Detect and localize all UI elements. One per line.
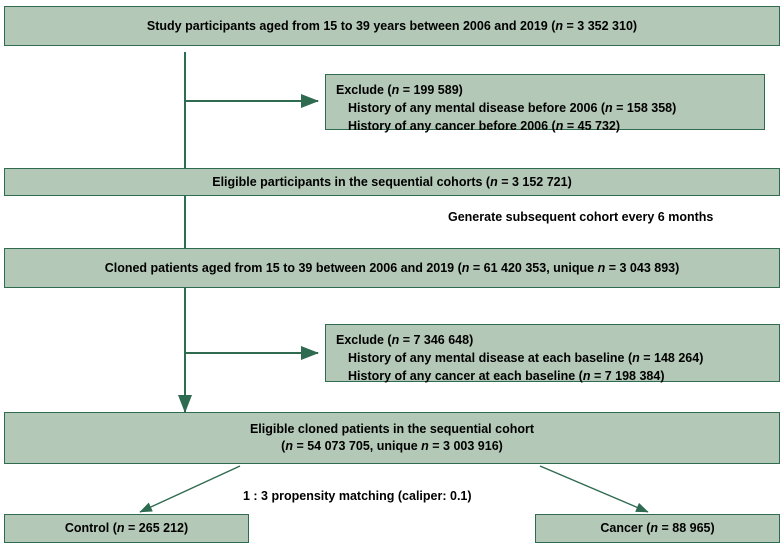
box-study-participants (4, 6, 780, 46)
exclude-box-second (325, 324, 780, 382)
exclude-second-header: Exclude (n = 7 346 648) (336, 333, 474, 347)
box-cancer (535, 514, 780, 543)
box-cloned-patients (4, 248, 780, 288)
label-generate-cohort: Generate subsequent cohort every 6 months (448, 210, 714, 224)
box-cancer-label: Cancer (n = 88 965) (600, 521, 715, 536)
box-cloned-patients-label: Cloned patients aged from 15 to 39 between 2006 and 2019 (n = 61 420 353, unique n = 3 043 893) (104, 260, 680, 275)
box-eligible-cloned-line1: Eligible cloned patients in the sequential cohort (249, 422, 535, 437)
exclude-first-header: Exclude (n = 199 589) (336, 83, 463, 97)
box-study-participants-label: Study participants aged from 15 to 39 years between 2006 and 2019 (n = 3 352 310) (146, 18, 638, 33)
box-eligible-cloned-line2: (n = 54 073 705, unique n = 3 003 916) (281, 439, 503, 453)
box-control (4, 514, 249, 543)
box-control-label: Control (n = 265 212) (64, 521, 189, 536)
exclude-second-line2: History of any cancer at each baseline (n = 7 198 384) (348, 369, 665, 384)
exclude-second-line1: History of any mental disease at each baseline (n = 148 264) (348, 351, 704, 366)
box-eligible-participants (4, 168, 780, 196)
label-propensity-matching: 1 : 3 propensity matching (caliper: 0.1) (243, 489, 472, 503)
exclude-first-line1: History of any mental disease before 2006 (n = 158 358) (348, 101, 677, 116)
exclude-first-line2: History of any cancer before 2006 (n = 45 732) (348, 119, 621, 134)
exclude-box-first (325, 74, 765, 134)
box-eligible-cloned-patients (4, 412, 780, 464)
box-eligible-participants-label: Eligible participants in the sequential cohorts (n = 3 152 721) (212, 174, 572, 189)
